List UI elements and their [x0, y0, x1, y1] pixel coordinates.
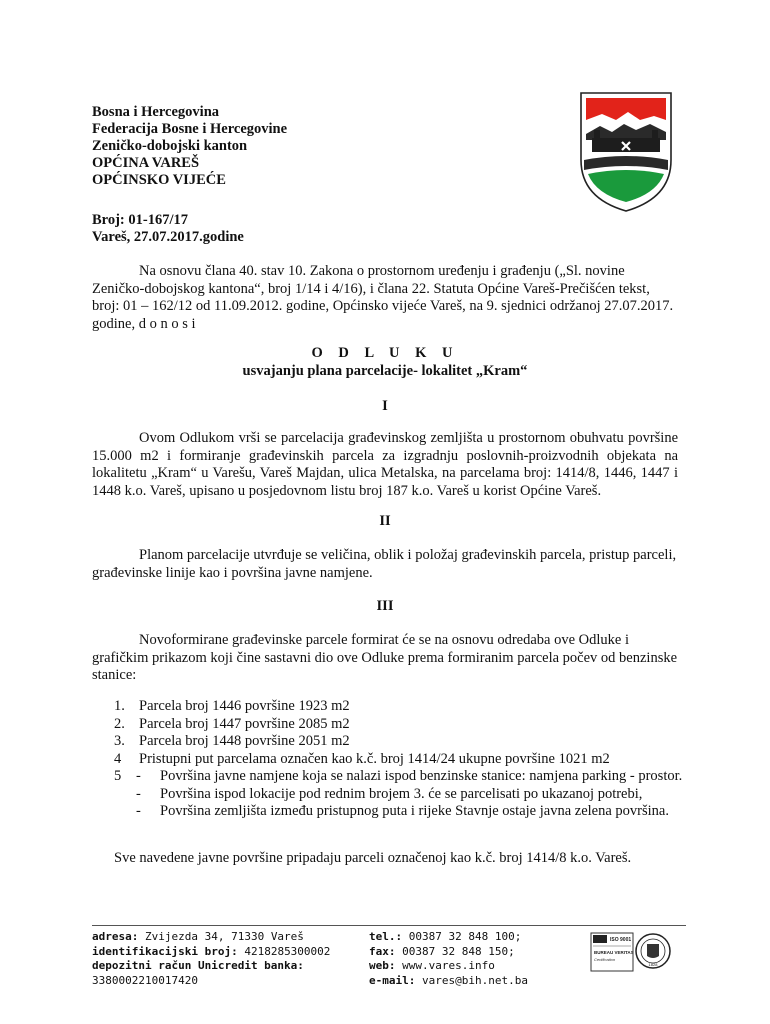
sublist-item	[114, 786, 684, 804]
list-item-number: 3.	[114, 733, 125, 749]
preamble-text: Na osnovu člana 40. stav 10. Zakona o prostornom uređenju i građenju („Sl. novine Zeničko-dobojskog kantona“, broj 1/14 i 4/16), i člana 22. Statuta Općine Vareš-Prečišćen tekst, broj: 01 – 162/12 od 11.09.2012. godine, Općinsko vijeće Vareš, na 9. sjednici održanoj 27.07.2017. godine, d o n o s i	[92, 263, 674, 332]
reference-place-date: Vareš, 27.07.2017.godine	[92, 229, 244, 245]
section-1-text: Ovom Odlukom vrši se parcelacija građevinskog zemljišta u prostornom obuhvatu površine 15.000 m2 i formiranje građevinskih parcela za izgradnju poslovnih-proizvodnih objekata na lokalitetu „Kram“ u Varešu, Vareš Majdan, ulica Metalska, na parcelama broj: 1414/8, 1446, 1447 i 1448 k.o. Vareš, upisano u posjedovnom listu broj 187 k.o. Vareš u korist Općine Vareš.	[92, 430, 678, 499]
section-3	[92, 632, 678, 685]
decision-subtitle: usvajanju plana parcelacije- lokalitet „Kram“	[242, 363, 528, 379]
cert-sub: Certification	[594, 957, 616, 962]
preamble	[92, 263, 678, 333]
header-federation: Federacija Bosne i Hercegovine	[92, 121, 288, 137]
list-item-number: 4	[114, 750, 122, 767]
bank-value: 3380002210017420	[92, 973, 198, 987]
list-item-number: 5	[114, 768, 122, 784]
list-item	[114, 733, 684, 751]
decision-title: O D L U K U	[311, 345, 459, 361]
sublist-dash: -	[136, 803, 141, 819]
tel-value: 00387 32 848 100;	[408, 930, 522, 943]
header-country: Bosna i Hercegovina	[92, 104, 220, 120]
list-item-number: 2.	[114, 715, 125, 732]
section-3-text: Novoformirane građevinske parcele formirat će se na osnovu odredaba ove Odluke i grafičkim prikazom koji čine sastavni dio ove Odluke prema formiranim parcela počev od benzinske stanice:	[92, 632, 678, 683]
sublist-dash: -	[136, 768, 141, 784]
section-2-text: Planom parcelacije utvrđuje se veličina, oblik i položaj građevinskih parcela, pristup parceli, građevinske linije kao i površina javne namjene.	[92, 547, 677, 581]
cert-body: BUREAU VERITAS	[594, 950, 634, 955]
municipality-crest-icon	[578, 90, 674, 214]
list-item-text: Parcela broj 1448 površine 2051 m2	[139, 733, 350, 749]
bank-label: depozitni račun Unicredit banka:	[92, 959, 304, 972]
tel-label: tel.:	[369, 930, 403, 943]
sublist-dash: -	[136, 785, 141, 802]
list-item-number: 1.	[114, 698, 125, 714]
list-item-text: Parcela broj 1446 površine 1923 m2	[139, 698, 350, 714]
email-label: e-mail:	[369, 973, 416, 987]
closing-sentence: Sve navedene javne površine pripadaju parceli označenoj kao k.č. broj 1414/8 k.o. Vareš.	[114, 850, 632, 866]
list-item	[114, 751, 684, 769]
address-label: adresa:	[92, 930, 139, 943]
footer-contact-right	[369, 930, 528, 988]
email-link[interactable]: vares@bih.net.ba	[421, 973, 528, 987]
sublist-item	[114, 803, 684, 821]
parcel-list	[114, 698, 684, 821]
footer-divider	[92, 925, 686, 926]
sublist-text: Površina zemljišta između pristupnog puta i rijeke Stavnje ostaje javna zelena površina.	[160, 803, 669, 819]
list-item	[114, 716, 684, 734]
fax-value: 00387 32 848 150;	[402, 944, 515, 958]
header-canton: Zeničko-dobojski kanton	[92, 138, 248, 154]
issuer-header	[92, 104, 287, 189]
section-2	[92, 547, 678, 582]
web-label: web:	[369, 959, 396, 972]
section-heading-2: II	[379, 513, 391, 529]
reference-block	[92, 212, 244, 246]
reference-number: Broj: 01-167/17	[92, 212, 188, 228]
header-municipality: OPĆINA VAREŠ	[92, 155, 200, 171]
section-heading-1: I	[382, 398, 388, 414]
list-item-text: Pristupni put parcelama označen kao k.č. broj 1414/24 ukupne površine 1021 m2	[139, 750, 610, 767]
address-value: Zvijezda 34, 71330 Vareš	[144, 930, 304, 943]
sublist-text: Površina javne namjene koja se nalazi ispod benzinske stanice: namjena parking - prostor.	[160, 768, 683, 784]
bureau-veritas-certification-icon	[590, 930, 672, 974]
list-item	[114, 698, 684, 716]
cert-iso: ISO 9001	[610, 937, 632, 943]
web-link[interactable]: www.vares.info	[402, 959, 495, 972]
footer-contact-left	[92, 930, 330, 988]
list-item-text: Parcela broj 1447 površine 2085 m2	[139, 715, 350, 732]
id-label: identifikacijski broj:	[92, 944, 238, 958]
section-1	[92, 430, 678, 500]
cert-seal-year: 1828	[648, 962, 658, 967]
sublist-item	[114, 768, 684, 786]
header-council: OPĆINSKO VIJEĆE	[92, 172, 226, 188]
id-value: 4218285300002	[244, 944, 331, 958]
fax-label: fax:	[369, 944, 396, 958]
section-heading-3: III	[376, 598, 394, 614]
sublist-text: Površina ispod lokacije pod rednim brojem 3. će se parcelisati po ukazanoj potrebi,	[160, 785, 643, 802]
list-item	[114, 768, 684, 821]
